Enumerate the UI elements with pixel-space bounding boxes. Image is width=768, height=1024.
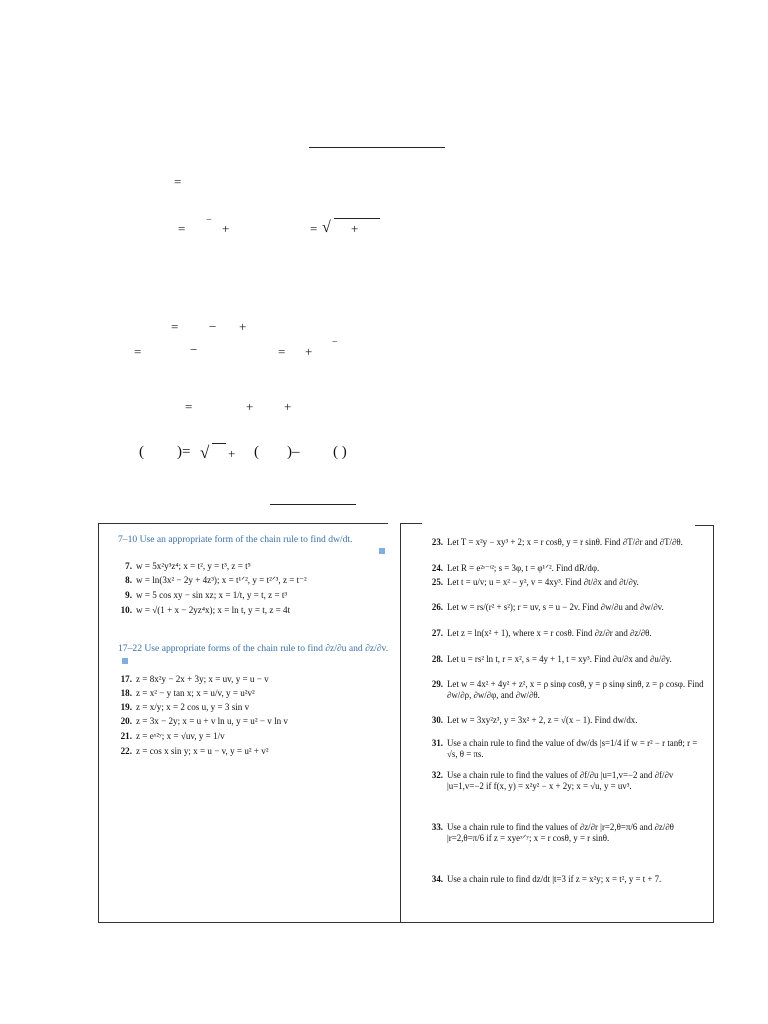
minus-symbol: − — [209, 319, 217, 334]
plus-symbol: + — [239, 319, 247, 334]
exercise-item: 31. Use a chain rule to find the value of dw/ds |s=1/4 if w = r² − r tanθ; r = √s, θ = πs. — [431, 738, 698, 760]
exercise-item: 10. w = √(1 + x − 2yz⁴x); x = ln t, y = t, z = 4t — [120, 605, 291, 615]
section-rule — [270, 504, 356, 505]
empty-parens: ( ) — [333, 444, 347, 460]
close-paren-dash: )– — [287, 444, 300, 460]
exercise-item: 17. z = 8x²y − 2x + 3y; x = uv, y = u − v — [120, 674, 269, 684]
eq-symbol: = — [185, 399, 193, 414]
minus-symbol: − — [190, 342, 198, 357]
exercise-item: 29. Let w = 4x² + 4y² + z², x = ρ sinφ cosθ, y = ρ sinφ sinθ, z = ρ cosφ. Find ∂w/∂ρ, ∂w/∂φ, and ∂w/∂θ. — [431, 679, 704, 701]
section-marker — [122, 658, 128, 664]
exercise-item: 7. w = 5x²y³z⁴; x = t², y = t³, z = t⁵ — [125, 561, 251, 571]
exercise-item: 25. Let t = u/v; u = x² − y², v = 4xy³. Find ∂t/∂x and ∂t/∂y. — [431, 577, 639, 587]
exercise-item: 30. Let w = 3xy²z³, y = 3x² + 2, z = √(x − 1). Find dw/dx. — [431, 715, 638, 725]
exercise-item: 33. Use a chain rule to find the values of ∂z/∂r |r=2,θ=π/6 and ∂z/∂θ |r=2,θ=π/6 if z = xyeˣᐟʸ; x = r cosθ, y = r sinθ. — [431, 822, 674, 844]
plus-symbol: + — [228, 446, 236, 461]
plus-symbol: + — [284, 399, 292, 414]
exercise-item: 26. Let w = rs/(r² + s²); r = uv, s = u − 2v. Find ∂w/∂u and ∂w/∂v. — [431, 602, 664, 612]
eq-symbol: = — [174, 174, 182, 189]
exercise-item: 32. Use a chain rule to find the values of ∂f/∂u |u=1,v=−2 and ∂f/∂v |u=1,v=−2 if f(x, y) = x²y² − x + 2y; x = √u, y = uv³. — [431, 770, 674, 792]
exercise-item: 28. Let u = rs² ln t, r = x², s = 4y + 1, t = xy³. Find ∂u/∂x and ∂u/∂y. — [431, 654, 672, 664]
panel-top-right — [400, 523, 422, 524]
exercise-item: 9. w = 5 cos xy − sin xz; x = 1/t, y = t, z = t³ — [125, 590, 288, 600]
exercise-item: 18. z = x² − y tan x; x = u/v, y = u²v² — [120, 688, 255, 698]
exercise-item: 24. Let R = e²ˢ⁻ᵗ²; s = 3φ, t = φ¹ᐟ². Find dR/dφ. — [431, 563, 600, 573]
open-paren: ( — [254, 444, 259, 460]
exercise-item: 21. z = eˣ²ʸ; x = √uv, y = 1/v — [120, 731, 225, 741]
plus-symbol: + — [246, 399, 254, 414]
radical-bar — [334, 218, 380, 219]
exercise-item: 27. Let z = ln(x² + 1), where x = r cosθ. Find ∂z/∂r and ∂z/∂θ. — [431, 628, 652, 638]
title-rule — [309, 147, 445, 148]
radical-symbol: √ — [322, 219, 331, 236]
eq-symbol: = — [134, 344, 142, 359]
eq-symbol: = — [178, 221, 186, 236]
radical-symbol: √ — [200, 443, 210, 462]
panel-bottom-edge — [98, 922, 714, 923]
minus-symbol: − — [206, 215, 212, 226]
minus-symbol: − — [332, 337, 338, 348]
eq-symbol: = — [310, 221, 318, 236]
panel-top-left — [98, 523, 388, 524]
section-heading: 17–22 Use appropriate forms of the chain rule to find ∂z/∂u and ∂z/∂v. — [118, 643, 390, 667]
exercise-item: 34. Use a chain rule to find dz/dt |t=3 if z = x²y; x = t², y = t + 7. — [431, 874, 662, 884]
close-paren-equals: )= — [177, 444, 191, 460]
exercise-item: 22. z = cos x sin y; x = u − v, y = u² + v² — [120, 746, 269, 756]
section-heading: 7–10 Use an appropriate form of the chain rule to find dw/dt. — [118, 534, 353, 545]
plus-symbol: + — [351, 221, 359, 236]
panel-top-far-right — [695, 525, 714, 526]
section-marker — [379, 548, 385, 554]
exercise-item: 23. Let T = x²y − xy³ + 2; x = r cosθ, y = r sinθ. Find ∂T/∂r and ∂T/∂θ. — [431, 537, 683, 547]
panel-left-edge — [98, 523, 99, 923]
radical-bar — [212, 443, 226, 444]
panel-divider — [400, 523, 401, 923]
plus-symbol: + — [222, 221, 230, 236]
panel-right-edge — [713, 525, 714, 923]
exercise-item: 20. z = 3x − 2y; x = u + v ln u, y = u² − v ln v — [120, 716, 288, 726]
open-paren: ( — [139, 444, 144, 460]
exercise-item: 19. z = x/y; x = 2 cos u, y = 3 sin v — [120, 702, 250, 712]
exercise-item: 8. w = ln(3x² − 2y + 4z³); x = t¹ᐟ², y = t²ᐟ³, z = t⁻² — [125, 575, 307, 585]
eq-symbol: = — [278, 344, 286, 359]
eq-symbol: = — [171, 319, 179, 334]
plus-symbol: + — [305, 344, 313, 359]
